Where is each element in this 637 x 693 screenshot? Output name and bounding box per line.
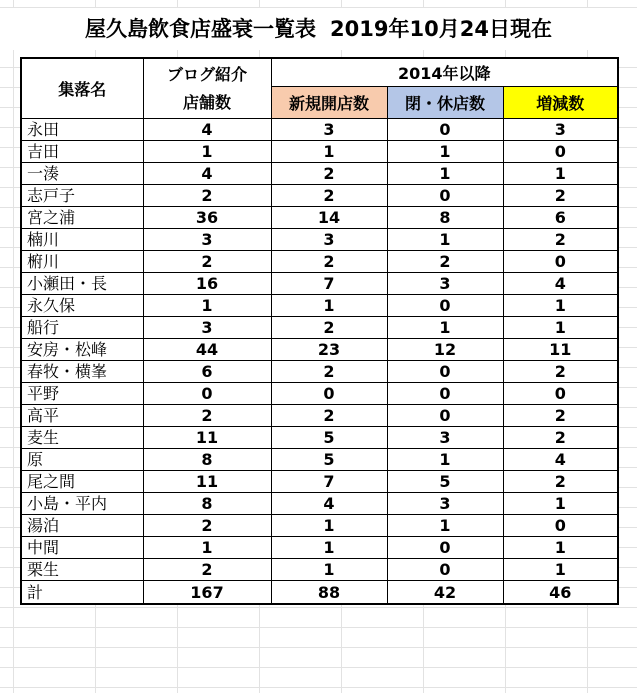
cell-new-openings: 2 — [271, 185, 387, 207]
table-row — [21, 427, 618, 449]
cell-net-change: 2 — [503, 427, 618, 449]
total-cell-net-change: 46 — [503, 581, 618, 605]
cell-closures: 1 — [387, 141, 503, 163]
title-main: 屋久島飲食店盛衰一覧表 — [85, 17, 317, 41]
total-cell-new-openings: 88 — [271, 581, 387, 605]
header-blog-count — [143, 58, 271, 119]
table-row — [21, 207, 618, 229]
total-cell-settlement-name: 計 — [21, 581, 143, 605]
cell-blog-count: 0 — [143, 383, 271, 405]
table-row — [21, 119, 618, 141]
table-row — [21, 515, 618, 537]
cell-net-change: 4 — [503, 449, 618, 471]
cell-net-change: 11 — [503, 339, 618, 361]
cell-new-openings: 3 — [271, 229, 387, 251]
cell-settlement-name: 安房・松峰 — [21, 339, 143, 361]
cell-settlement-name: 麦生 — [21, 427, 143, 449]
cell-new-openings: 5 — [271, 449, 387, 471]
cell-closures: 3 — [387, 427, 503, 449]
table-header — [21, 58, 618, 119]
cell-new-openings: 4 — [271, 493, 387, 515]
table-row — [21, 537, 618, 559]
cell-new-openings: 2 — [271, 251, 387, 273]
cell-net-change: 1 — [503, 295, 618, 317]
cell-net-change: 0 — [503, 251, 618, 273]
cell-settlement-name: 小島・平内 — [21, 493, 143, 515]
total-row — [21, 581, 618, 605]
table-row — [21, 295, 618, 317]
table-row — [21, 471, 618, 493]
cell-blog-count: 11 — [143, 427, 271, 449]
table-row — [21, 361, 618, 383]
cell-settlement-name: 春牧・横峯 — [21, 361, 143, 383]
table-row — [21, 141, 618, 163]
cell-closures: 3 — [387, 273, 503, 295]
cell-blog-count: 11 — [143, 471, 271, 493]
cell-settlement-name: 栗生 — [21, 559, 143, 581]
cell-new-openings: 7 — [271, 471, 387, 493]
cell-blog-count: 2 — [143, 515, 271, 537]
cell-settlement-name: 中間 — [21, 537, 143, 559]
cell-blog-count: 3 — [143, 229, 271, 251]
cell-settlement-name: 尾之間 — [21, 471, 143, 493]
header-since-2014: 2014年以降 — [271, 58, 618, 87]
cell-closures: 0 — [387, 559, 503, 581]
cell-closures: 3 — [387, 493, 503, 515]
table-row — [21, 317, 618, 339]
cell-settlement-name: 吉田 — [21, 141, 143, 163]
table-row — [21, 449, 618, 471]
table-body — [21, 119, 618, 605]
cell-settlement-name: 高平 — [21, 405, 143, 427]
cell-net-change: 2 — [503, 185, 618, 207]
cell-net-change: 1 — [503, 559, 618, 581]
cell-blog-count: 8 — [143, 493, 271, 515]
cell-net-change: 0 — [503, 141, 618, 163]
header-new-openings: 新規開店数 — [271, 87, 387, 119]
cell-closures: 0 — [387, 361, 503, 383]
cell-closures: 0 — [387, 537, 503, 559]
cell-new-openings: 1 — [271, 295, 387, 317]
table-row — [21, 559, 618, 581]
cell-settlement-name: 永田 — [21, 119, 143, 141]
cell-new-openings: 0 — [271, 383, 387, 405]
cell-closures: 1 — [387, 163, 503, 185]
header-blog-line2: 店舗数 — [182, 92, 231, 112]
cell-settlement-name: 楠川 — [21, 229, 143, 251]
cell-net-change: 1 — [503, 163, 618, 185]
cell-settlement-name: 一湊 — [21, 163, 143, 185]
total-cell-closures: 42 — [387, 581, 503, 605]
cell-blog-count: 1 — [143, 537, 271, 559]
cell-settlement-name: 椨川 — [21, 251, 143, 273]
cell-net-change: 3 — [503, 119, 618, 141]
cell-new-openings: 5 — [271, 427, 387, 449]
title-date: 2019年10月24日現在 — [330, 17, 552, 41]
cell-closures: 1 — [387, 449, 503, 471]
cell-blog-count: 2 — [143, 185, 271, 207]
cell-settlement-name: 宮之浦 — [21, 207, 143, 229]
cell-settlement-name: 志戸子 — [21, 185, 143, 207]
cell-net-change: 2 — [503, 405, 618, 427]
cell-closures: 5 — [387, 471, 503, 493]
cell-net-change: 2 — [503, 471, 618, 493]
cell-blog-count: 44 — [143, 339, 271, 361]
cell-blog-count: 16 — [143, 273, 271, 295]
cell-closures: 1 — [387, 515, 503, 537]
cell-closures: 2 — [387, 251, 503, 273]
cell-blog-count: 36 — [143, 207, 271, 229]
cell-blog-count: 3 — [143, 317, 271, 339]
cell-net-change: 2 — [503, 361, 618, 383]
cell-new-openings: 2 — [271, 317, 387, 339]
cell-settlement-name: 平野 — [21, 383, 143, 405]
table-row — [21, 405, 618, 427]
cell-new-openings: 3 — [271, 119, 387, 141]
cell-closures: 0 — [387, 119, 503, 141]
cell-net-change: 1 — [503, 493, 618, 515]
cell-closures: 0 — [387, 185, 503, 207]
cell-new-openings: 2 — [271, 163, 387, 185]
cell-closures: 8 — [387, 207, 503, 229]
header-settlement: 集落名 — [21, 58, 143, 119]
cell-blog-count: 2 — [143, 251, 271, 273]
cell-new-openings: 1 — [271, 515, 387, 537]
cell-settlement-name: 湯泊 — [21, 515, 143, 537]
cell-closures: 12 — [387, 339, 503, 361]
cell-blog-count: 1 — [143, 295, 271, 317]
header-closures: 閉・休店数 — [387, 87, 503, 119]
restaurant-table — [20, 57, 619, 605]
table-row — [21, 339, 618, 361]
table-row — [21, 185, 618, 207]
table-row — [21, 273, 618, 295]
cell-settlement-name: 永久保 — [21, 295, 143, 317]
cell-settlement-name: 船行 — [21, 317, 143, 339]
cell-blog-count: 4 — [143, 119, 271, 141]
cell-blog-count: 2 — [143, 405, 271, 427]
cell-new-openings: 2 — [271, 361, 387, 383]
header-net-change: 増減数 — [503, 87, 618, 119]
cell-net-change: 1 — [503, 317, 618, 339]
cell-blog-count: 1 — [143, 141, 271, 163]
cell-closures: 1 — [387, 317, 503, 339]
cell-new-openings: 7 — [271, 273, 387, 295]
cell-closures: 0 — [387, 383, 503, 405]
cell-new-openings: 1 — [271, 537, 387, 559]
cell-net-change: 4 — [503, 273, 618, 295]
cell-closures: 0 — [387, 295, 503, 317]
total-cell-blog-count: 167 — [143, 581, 271, 605]
table-row — [21, 251, 618, 273]
cell-new-openings: 23 — [271, 339, 387, 361]
header-row-top — [21, 58, 618, 87]
table-row — [21, 493, 618, 515]
page-title — [0, 8, 637, 50]
cell-net-change: 0 — [503, 383, 618, 405]
cell-blog-count: 6 — [143, 361, 271, 383]
cell-settlement-name: 小瀬田・長 — [21, 273, 143, 295]
cell-settlement-name: 原 — [21, 449, 143, 471]
cell-closures: 0 — [387, 405, 503, 427]
cell-net-change: 2 — [503, 229, 618, 251]
table-row — [21, 383, 618, 405]
cell-closures: 1 — [387, 229, 503, 251]
cell-blog-count: 2 — [143, 559, 271, 581]
cell-blog-count: 4 — [143, 163, 271, 185]
table-row — [21, 163, 618, 185]
cell-net-change: 0 — [503, 515, 618, 537]
cell-new-openings: 1 — [271, 141, 387, 163]
cell-blog-count: 8 — [143, 449, 271, 471]
cell-new-openings: 2 — [271, 405, 387, 427]
cell-net-change: 1 — [503, 537, 618, 559]
cell-new-openings: 1 — [271, 559, 387, 581]
header-blog-line1: ブログ紹介 — [166, 64, 247, 84]
cell-net-change: 6 — [503, 207, 618, 229]
cell-new-openings: 14 — [271, 207, 387, 229]
table-row — [21, 229, 618, 251]
